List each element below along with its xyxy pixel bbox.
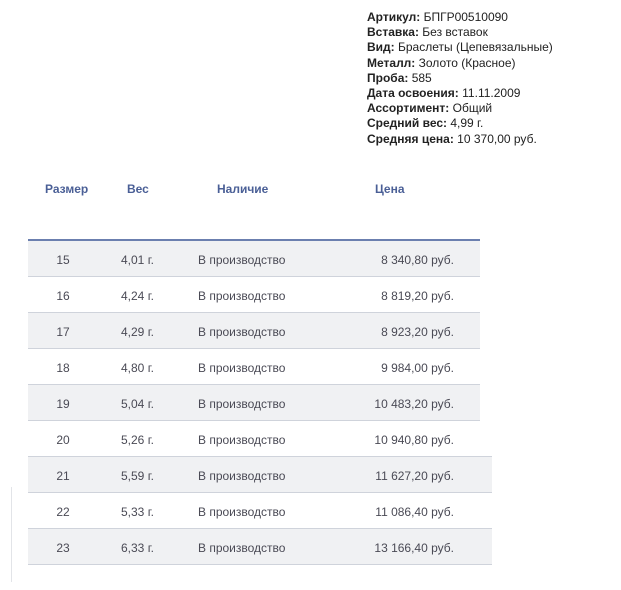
header-price: Цена [375, 182, 405, 196]
info-label: Средний вес: [367, 116, 448, 131]
table-row [28, 421, 492, 457]
info-assortment [367, 101, 553, 116]
info-label: Средняя цена: [367, 131, 454, 146]
info-avg-weight [367, 116, 553, 131]
info-value: Общий [449, 101, 493, 116]
info-label: Артикул: [367, 10, 421, 24]
info-avg-price [367, 132, 553, 147]
info-value: 11.11.2009 [458, 86, 521, 101]
cell-weight: 5,59 г. [121, 469, 154, 483]
info-metal [367, 56, 553, 71]
info-label: Дата освоения: [367, 86, 459, 101]
table-header [28, 182, 480, 202]
cell-size: 22 [56, 505, 70, 519]
cell-weight: 6,33 г. [121, 541, 154, 555]
cell-size: 15 [56, 253, 70, 267]
table-row [28, 277, 480, 313]
cell-size: 18 [56, 361, 70, 375]
cell-size: 21 [56, 469, 70, 483]
table-row [28, 349, 480, 385]
cell-size: 16 [56, 289, 70, 303]
cell-size: 20 [56, 433, 70, 447]
cell-size: 23 [56, 541, 70, 555]
cell-weight: 4,80 г. [121, 361, 154, 375]
info-label: Ассортимент: [367, 101, 450, 116]
header-size: Размер [45, 182, 89, 196]
cell-price: 8 923,20 руб. [381, 325, 454, 339]
info-fineness [367, 71, 553, 86]
table-row [28, 241, 480, 277]
cell-availability: В производство [198, 433, 286, 447]
table-row [28, 313, 480, 349]
table-row [28, 385, 480, 421]
table-row [28, 493, 492, 529]
cell-weight: 4,29 г. [121, 325, 154, 339]
info-label: Вид: [367, 40, 395, 55]
cell-size: 19 [56, 397, 70, 411]
header-availability: Наличие [217, 182, 269, 196]
info-value: БПГР00510090 [420, 10, 508, 24]
info-value: Браслеты (Цепевязальные) [394, 40, 553, 55]
cell-availability: В производство [198, 325, 286, 339]
info-value: 4,99 г. [447, 116, 484, 131]
cell-price: 10 483,20 руб. [374, 397, 454, 411]
cell-weight: 4,24 г. [121, 289, 154, 303]
info-type [367, 40, 553, 55]
cell-availability: В производство [198, 253, 286, 267]
info-label: Проба: [367, 70, 409, 85]
table-row [28, 457, 492, 493]
info-value: 585 [408, 70, 432, 85]
sizes-table [28, 241, 492, 565]
cell-price: 13 166,40 руб. [374, 541, 454, 555]
info-value: 10 370,00 руб. [453, 131, 537, 146]
cell-size: 17 [56, 325, 70, 339]
info-label: Металл: [367, 55, 416, 70]
cell-price: 10 940,80 руб. [374, 433, 454, 447]
cell-price: 8 340,80 руб. [381, 253, 454, 267]
info-date [367, 86, 553, 101]
info-article [367, 10, 553, 25]
info-label: Вставка: [367, 25, 419, 40]
cell-availability: В производство [198, 361, 286, 375]
info-insert [367, 25, 553, 40]
cell-weight: 5,33 г. [121, 505, 154, 519]
info-value: Без вставок [418, 25, 488, 40]
cell-availability: В производство [198, 469, 286, 483]
cell-price: 11 627,20 руб. [375, 469, 454, 483]
left-divider [11, 487, 12, 582]
cell-price: 11 086,40 руб. [375, 505, 454, 519]
cell-weight: 4,01 г. [121, 253, 154, 267]
header-weight: Вес [127, 182, 149, 196]
info-value: Золото (Красное) [415, 55, 516, 70]
cell-price: 8 819,20 руб. [381, 289, 454, 303]
cell-availability: В производство [198, 289, 286, 303]
cell-price: 9 984,00 руб. [381, 361, 454, 375]
cell-weight: 5,26 г. [121, 433, 154, 447]
table-row [28, 529, 492, 565]
cell-availability: В производство [198, 505, 286, 519]
product-info [367, 10, 553, 147]
cell-weight: 5,04 г. [121, 397, 154, 411]
cell-availability: В производство [198, 541, 286, 555]
cell-availability: В производство [198, 397, 286, 411]
